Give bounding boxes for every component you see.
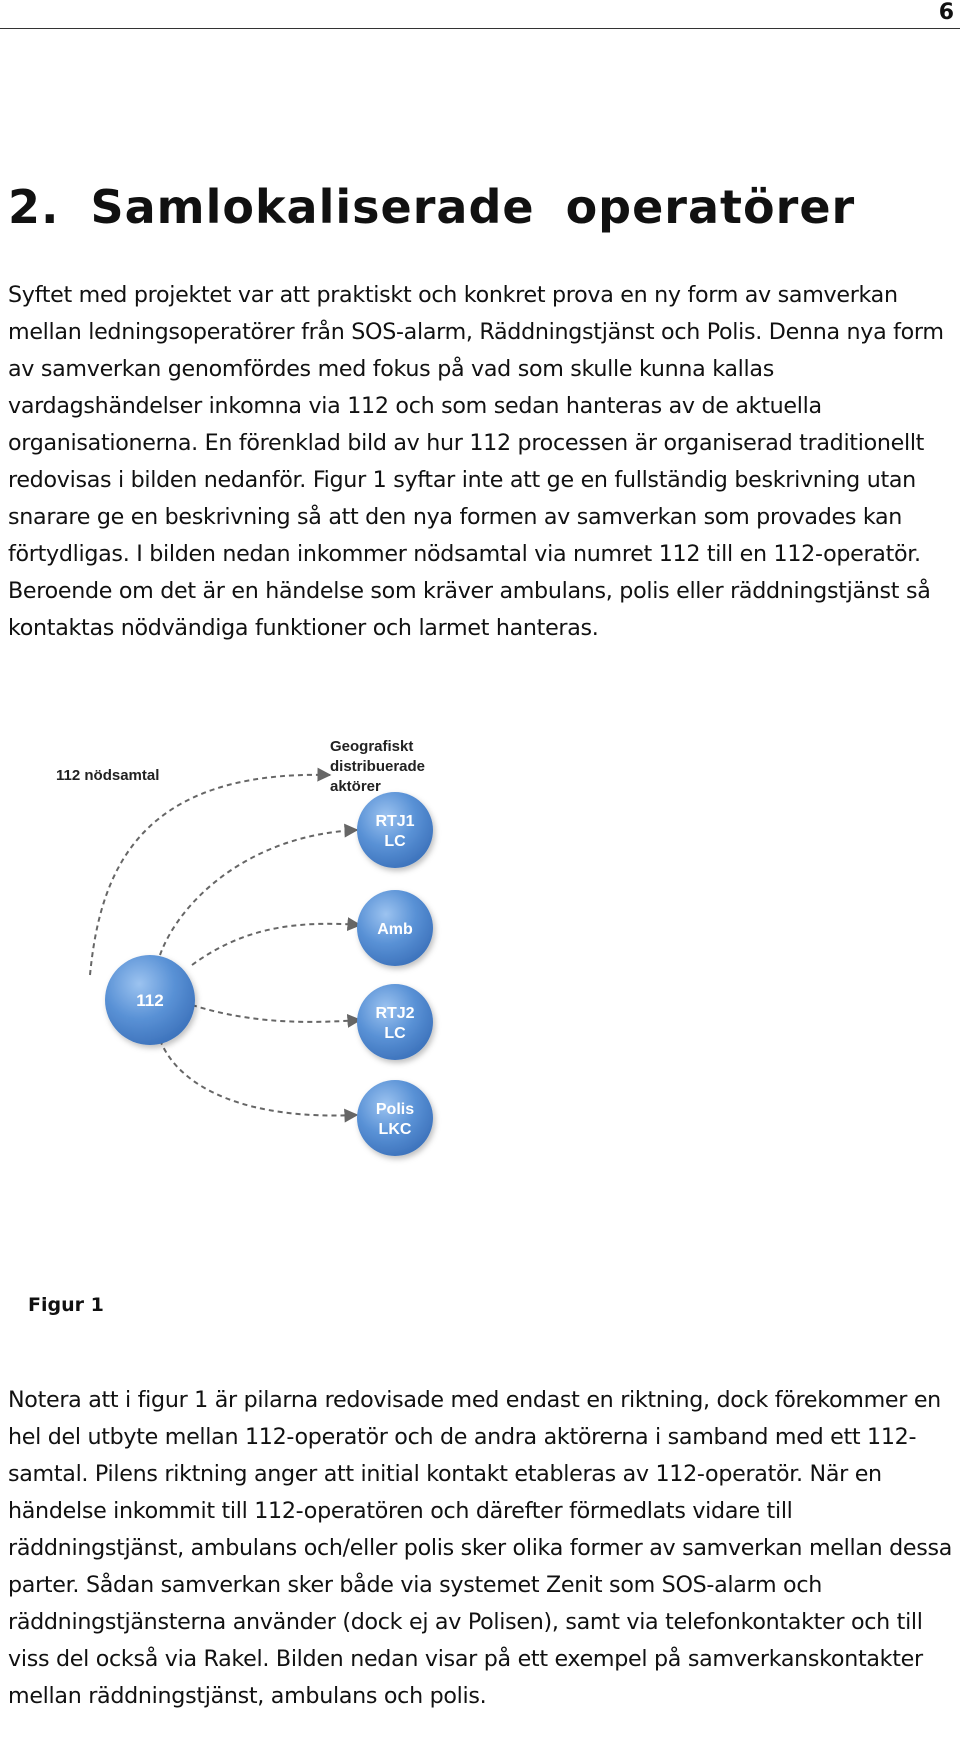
process-diagram [30,720,550,1230]
node-polis-label-1: Polis [375,1101,415,1118]
node-rtj2-label-1: RTJ2 [375,1005,415,1022]
note-paragraph: Notera att i figur 1 är pilarna redovisade med endast en riktning, dock förekommer en hel del utbyte mellan 112-operatör och de andra aktörerna i samband med ett 112-samtal. Pilens riktning anger att initial kontakt etableras av 112-operatör. När en händelse inkommit till 112-operatören och därefter förmedlats vidare till räddningstjänst, ambulans och/eller polis sker olika former av samverkan mellan dessa parter. Sådan samverkan sker både via systemet Zenit som SOS-alarm och räddningstjänsterna använder (dock ej av Polisen), samt via telefonkontakter och till viss del också via Rakel. Bilden nedan visar på ett exempel på samverkanskontakter mellan räddningstjänst, ambulans och polis. [8,1387,953,1709]
label-geografiskt-line-2: distribuerade [330,758,426,775]
page-number: 6 [938,0,954,25]
label-geografiskt-line-1: Geografiskt [330,738,414,755]
arrow-to-rtj2 [192,1005,360,1022]
node-112 [105,955,195,1045]
node-rtj2-label-2: LC [384,1025,406,1042]
node-112-label: 112 [136,991,164,1010]
arrow-to-kansas [90,775,330,975]
label-geografiskt-line-3: aktörer [330,778,381,795]
header-rule [0,28,960,29]
node-rtj1-lc [357,792,433,868]
node-polis-lkc [357,1080,433,1156]
arrow-to-amb [192,924,360,965]
node-rtj1-label-2: LC [384,833,406,850]
arrow-to-polis [160,1040,357,1116]
figure-caption: Figur 1 [28,1294,104,1316]
node-amb-label: Amb [377,921,413,938]
label-112-nodsamtal: 112 nödsamtal [56,767,160,784]
section-heading: 2. Samlokaliserade operatörer [8,180,856,234]
node-polis-label-2: LKC [378,1121,412,1138]
node-amb [357,890,433,966]
figure-1-diagram [30,720,550,1230]
intro-paragraph: Syftet med projektet var att praktiskt och konkret prova en ny form av samverkan mellan ledningsoperatörer från SOS-alarm, Räddningstjänst och Polis. Denna nya form av samverkan genomfördes med fokus på vad som skulle kunna kallas vardagshändelser inkomna via 112 och som sedan hanteras av de aktuella organisationerna. En förenklad bild av hur 112 processen är organiserad traditionellt redovisas i bilden nedanför. Figur 1 syftar inte att ge en fullständig beskrivning utan snarare ge en beskrivning så att den nya formen av samverkan som provades kan förtydligas. I bilden nedan inkommer nödsamtal via numret 112 till en 112-operatör. Beroende om det är en händelse som kräver ambulans, polis eller räddningstjänst så kontaktas nödvändiga funktioner och larmet hanteras. [8,282,944,641]
arrow-to-rtj1 [160,830,357,955]
node-rtj2-lc [357,984,433,1060]
node-rtj1-label-1: RTJ1 [375,813,415,830]
